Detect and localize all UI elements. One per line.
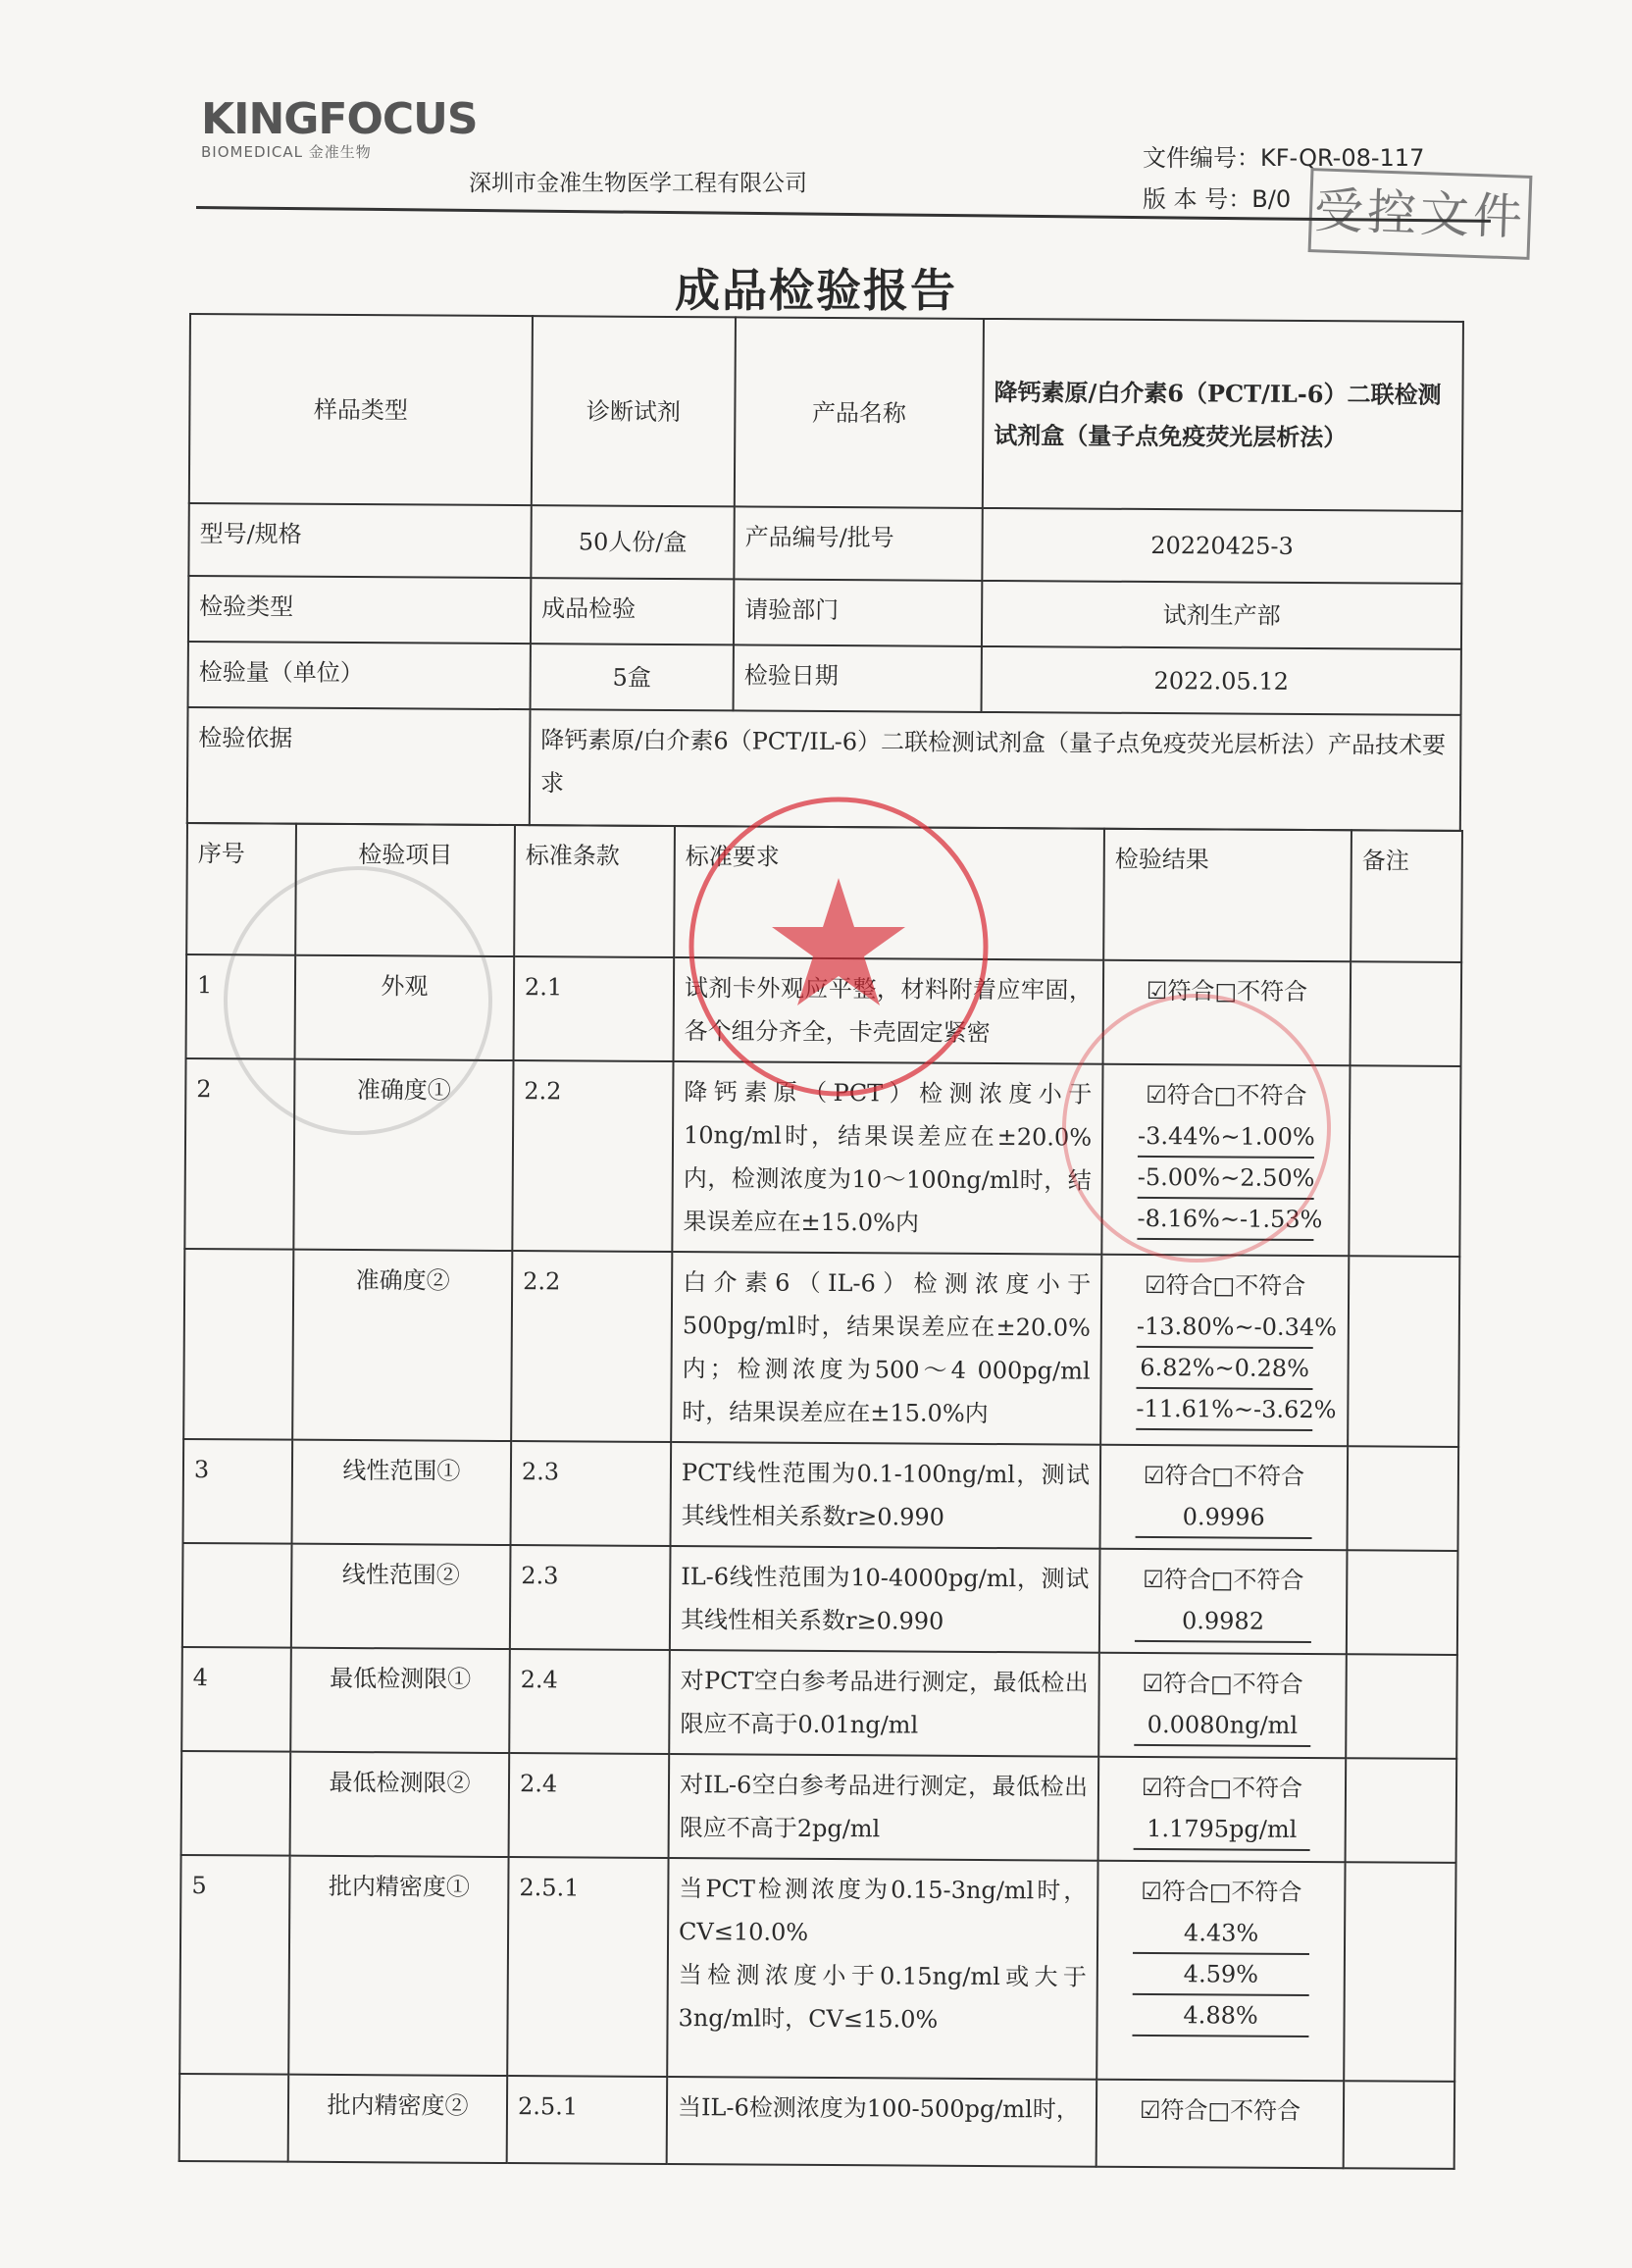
row-item: 批内精密度① bbox=[288, 1856, 508, 2076]
row-remark bbox=[1346, 1654, 1457, 1759]
row-no bbox=[181, 1751, 291, 1856]
company-seal bbox=[677, 785, 1000, 1108]
row-result bbox=[1099, 1549, 1348, 1655]
result-checkbox-text: ☑符合□不符合 bbox=[1143, 1565, 1304, 1594]
row-clause: 2.5.1 bbox=[507, 2076, 668, 2164]
dept-label: 请验部门 bbox=[734, 579, 982, 646]
doc-no-label: 文件编号： bbox=[1143, 144, 1260, 172]
row-clause: 2.4 bbox=[509, 1649, 670, 1754]
faded-seal bbox=[211, 853, 505, 1148]
row-requirement: IL-6线性范围为10-4000pg/ml，测试其线性相关系数r≥0.990 bbox=[670, 1546, 1100, 1653]
row-requirement: 对PCT空白参考品进行测定，最低检出限应不高于0.01ng/ml bbox=[669, 1650, 1099, 1757]
result-value: -5.00%~2.50% bbox=[1138, 1158, 1314, 1200]
row-no bbox=[183, 1249, 293, 1440]
col-clause: 标准条款 bbox=[514, 825, 675, 957]
row-result bbox=[1100, 1255, 1349, 1447]
result-value: 4.88% bbox=[1132, 1995, 1308, 2037]
row-remark bbox=[1344, 2081, 1455, 2169]
row-item: 批内精密度② bbox=[288, 2075, 508, 2163]
batch: 20220425-3 bbox=[982, 508, 1461, 584]
row-item: 线性范围① bbox=[292, 1440, 512, 1545]
qty: 5盒 bbox=[531, 644, 734, 710]
row-no bbox=[182, 1543, 292, 1648]
col-no: 序号 bbox=[186, 823, 296, 955]
row-requirement: 当PCT检测浓度为0.15-3ng/ml时，CV≤10.0% 当检测浓度小于0.15ng/ml或大于3ng/ml时，CV≤15.0% bbox=[667, 1858, 1097, 2080]
row-remark bbox=[1348, 1256, 1459, 1447]
row-item: 准确度① bbox=[293, 1059, 513, 1251]
result-value: 1.1795pg/ml bbox=[1134, 1809, 1310, 1851]
company-name: 深圳市金准生物医学工程有限公司 bbox=[469, 171, 807, 196]
row-clause: 2.3 bbox=[510, 1545, 671, 1650]
result-checkbox-text: ☑符合□不符合 bbox=[1146, 1080, 1307, 1109]
version: B/0 bbox=[1251, 185, 1292, 213]
row-result bbox=[1098, 1757, 1347, 1863]
row-no: 1 bbox=[186, 954, 296, 1059]
batch-label: 产品编号/批号 bbox=[734, 506, 982, 581]
col-item: 检验项目 bbox=[295, 824, 515, 956]
row-no: 5 bbox=[179, 1855, 289, 2075]
row-clause: 2.4 bbox=[509, 1753, 670, 1858]
basis: 降钙素原/白介素6（PCT/IL-6）二联检测试剂盒（量子点免疫荧光层析法）产品技术要求 bbox=[530, 709, 1461, 831]
row-clause: 2.3 bbox=[511, 1441, 672, 1546]
row-item: 最低检测限① bbox=[290, 1648, 510, 1753]
row-result bbox=[1096, 2080, 1345, 2169]
model-label: 型号/规格 bbox=[188, 503, 531, 578]
row-clause: 2.2 bbox=[511, 1251, 672, 1442]
date: 2022.05.12 bbox=[982, 646, 1461, 715]
col-req: 标准要求 bbox=[674, 826, 1104, 960]
row-clause: 2.2 bbox=[512, 1060, 673, 1252]
result-checkbox-text: ☑符合□不符合 bbox=[1139, 2095, 1301, 2125]
table-row bbox=[181, 1751, 1457, 1863]
row-no: 3 bbox=[183, 1439, 293, 1544]
row-remark bbox=[1346, 1758, 1457, 1863]
row-item: 准确度② bbox=[292, 1250, 512, 1441]
row-result bbox=[1098, 1653, 1347, 1759]
inspection-type-label: 检验类型 bbox=[188, 576, 531, 644]
result-value: 6.82%~0.28% bbox=[1136, 1348, 1312, 1390]
row-clause: 2.1 bbox=[514, 956, 675, 1061]
sample-type: 诊断试剂 bbox=[532, 316, 736, 506]
logo-subtitle: BIOMEDICAL 金准生物 bbox=[201, 143, 372, 161]
doc-no: KF-QR-08-117 bbox=[1260, 144, 1425, 172]
kingfocus-logo bbox=[201, 94, 478, 162]
row-requirement: 降钙素原（PCT）检测浓度小于10ng/ml时，结果误差应在±20.0%内，检测浓度为10～100ng/ml时，结果误差应在±15.0%内 bbox=[672, 1061, 1102, 1255]
row-remark bbox=[1347, 1550, 1458, 1655]
row-requirement: 白介素6（IL-6）检测浓度小于500pg/ml时，结果误差应在±20.0%内；检测浓度为500～4 000pg/ml时，结果误差应在±15.0%内 bbox=[671, 1252, 1101, 1445]
row-result bbox=[1099, 1445, 1348, 1551]
dept: 试剂生产部 bbox=[982, 581, 1461, 649]
result-checkbox-text: ☑符合□不符合 bbox=[1141, 1877, 1302, 1906]
result-checkbox-text: ☑符合□不符合 bbox=[1146, 976, 1308, 1005]
row-result bbox=[1096, 1861, 1345, 2082]
table-row bbox=[183, 1439, 1459, 1551]
date-label: 检验日期 bbox=[734, 644, 982, 712]
col-remark: 备注 bbox=[1351, 830, 1462, 962]
row-requirement: 试剂卡外观应平整，材料附着应牢固，各个组分齐全，卡壳固定紧密 bbox=[674, 957, 1104, 1064]
result-value: 0.0080ng/ml bbox=[1134, 1705, 1310, 1747]
version-label: 版 本 号： bbox=[1143, 185, 1252, 213]
result-value: 4.59% bbox=[1133, 1954, 1309, 1996]
row-remark bbox=[1349, 1065, 1460, 1257]
row-item: 最低检测限② bbox=[290, 1752, 510, 1857]
row-remark bbox=[1351, 961, 1462, 1066]
result-value: -3.44%~1.00% bbox=[1138, 1116, 1314, 1159]
result-value: -13.80%~-0.34% bbox=[1137, 1307, 1313, 1349]
inspection-type: 成品检验 bbox=[531, 578, 734, 644]
result-value: 0.9982 bbox=[1135, 1601, 1311, 1643]
row-requirement: PCT线性范围为0.1-100ng/ml，测试其线性相关系数r≥0.990 bbox=[671, 1442, 1101, 1549]
result-checkbox-text: ☑符合□不符合 bbox=[1144, 1270, 1306, 1300]
logo-wordmark: KINGFOCUS bbox=[201, 94, 478, 144]
row-clause: 2.5.1 bbox=[507, 1857, 668, 2077]
row-remark bbox=[1347, 1446, 1458, 1551]
result-checkbox-text: ☑符合□不符合 bbox=[1141, 1773, 1303, 1802]
row-item: 外观 bbox=[295, 955, 515, 1060]
sample-type-label: 样品类型 bbox=[189, 314, 533, 505]
basis-label: 检验依据 bbox=[187, 707, 531, 825]
product-name-label: 产品名称 bbox=[735, 317, 984, 508]
row-no: 4 bbox=[181, 1647, 291, 1752]
result-value: -8.16%~-1.53% bbox=[1137, 1199, 1313, 1241]
inspection-seal bbox=[1049, 981, 1344, 1275]
info-table bbox=[186, 313, 1464, 832]
table-row bbox=[182, 1543, 1458, 1655]
row-requirement: 对IL-6空白参考品进行测定，最低检出限应不高于2pg/ml bbox=[669, 1754, 1099, 1861]
col-result: 检验结果 bbox=[1103, 829, 1352, 962]
row-remark bbox=[1344, 1862, 1455, 2082]
table-row bbox=[181, 1647, 1457, 1759]
qty-label: 检验量（单位） bbox=[188, 642, 531, 709]
result-value: 0.9996 bbox=[1136, 1497, 1312, 1539]
page-title: 成品检验报告 bbox=[675, 264, 957, 317]
model: 50人份/盒 bbox=[531, 505, 734, 579]
result-checkbox-text: ☑符合□不符合 bbox=[1143, 1461, 1305, 1490]
table-row bbox=[183, 1249, 1459, 1447]
controlled-document-stamp: 受控文件 bbox=[1308, 168, 1533, 260]
result-checkbox-text: ☑符合□不符合 bbox=[1142, 1669, 1303, 1698]
result-value: -11.61%~-3.62% bbox=[1136, 1389, 1312, 1431]
result-value: 4.43% bbox=[1133, 1913, 1309, 1955]
row-item: 线性范围② bbox=[291, 1544, 511, 1649]
row-no: 2 bbox=[184, 1058, 294, 1250]
table-row bbox=[179, 2074, 1455, 2169]
row-requirement: 当IL-6检测浓度为100-500pg/ml时， bbox=[667, 2077, 1097, 2167]
product-name: 降钙素原/白介素6（PCT/IL-6）二联检测试剂盒（量子点免疫荧光层析法） bbox=[983, 319, 1463, 511]
table-row bbox=[179, 1855, 1455, 2082]
row-no bbox=[179, 2074, 289, 2162]
